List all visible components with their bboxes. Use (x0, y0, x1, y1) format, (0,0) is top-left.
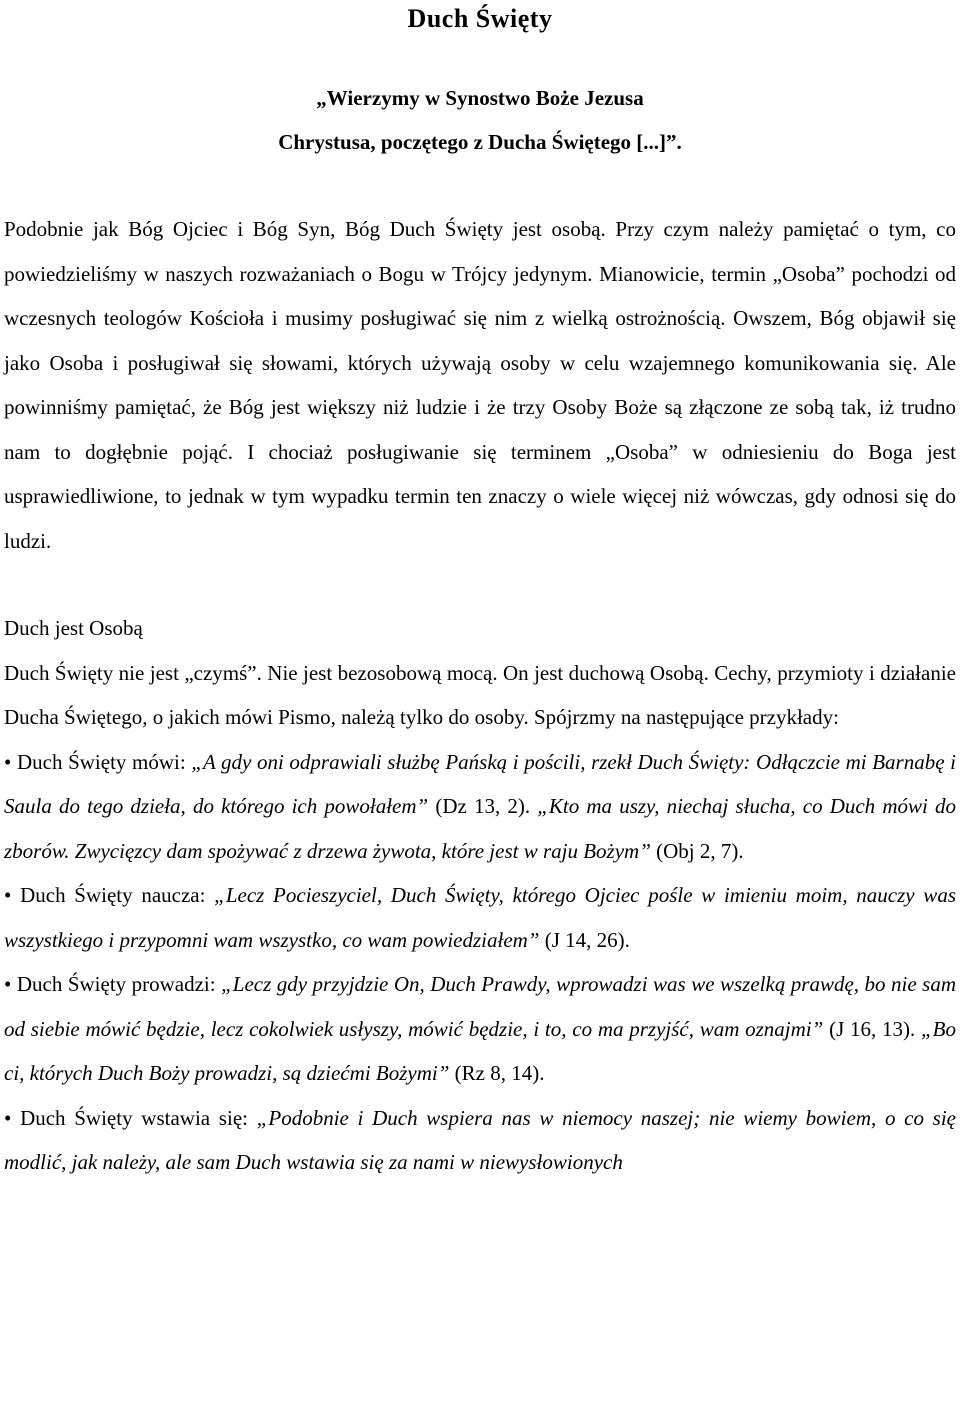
bullet-lead: Duch Święty mówi: (16, 749, 192, 774)
bullet-quote: „A gdy oni odprawiali służbę Pańską i pościli, rzekł Duch Święty: Odłączcie mi Barnabę i Saula do tego dzieła, do którego ich powołałem” (4, 749, 957, 818)
bullet-quote: „Lecz gdy przyjdzie On, Duch Prawdy, wprowadzi was we wszelką prawdę, bo nie sam od siebie mówić będzie, lecz cokolwiek usłyszy, mówić będzie, i to, co ma przyjść, wam oznajmi” (4, 972, 956, 1041)
bullet-reference: (J 16, 13). (823, 1016, 921, 1041)
bullet-lead: Duch Święty naucza: (20, 883, 215, 907)
bullet-item (4, 1096, 956, 1185)
bullet-quote: „Kto ma uszy, niechaj słucha, co Duch mówi do zborów. Zwycięzcy dam spożywać z drzewa żywota, które jest w raju Bożym” (4, 794, 956, 863)
bullet-reference: (Obj 2, 7). (650, 838, 744, 863)
bullet-lead: Duch Święty prowadzi: (16, 972, 222, 996)
bullet-item (4, 740, 956, 874)
bullet-quote: „Bo ci, których Duch Boży prowadzi, są dziećmi Bożymi” (4, 1016, 956, 1085)
page-title: Duch Święty (407, 4, 553, 33)
bullet-reference: (Rz 8, 14). (449, 1061, 545, 1085)
bullet-quote: „Podobnie i Duch wspiera nas w niemocy naszej; nie wiemy bowiem, o co się modlić, jak należy, ale sam Duch wstawia się za nami w niewysłowionych (4, 1105, 957, 1174)
section-heading: Duch jest Osobą (4, 616, 143, 640)
motto (4, 76, 956, 164)
bullet-item (4, 962, 956, 1096)
document-page (4, 0, 956, 1185)
bullet-quote: „Lecz Pocieszyciel, Duch Święty, którego Ojciec pośle w imieniu moim, nauczy was wszystkiego i przypomni wam wszystko, co wam powiedziałem” (4, 883, 956, 952)
motto-line-2: Chrystusa, poczętego z Ducha Świętego [...]”. (278, 130, 682, 154)
section-paragraph: Duch Święty nie jest „czymś”. Nie jest bezosobową mocą. On jest duchową Osobą. Cechy, przymioty i działanie Ducha Świętego, o jakich mówi Pismo, należą tylko do osoby. Spójrzmy na następujące przykłady: (4, 660, 956, 729)
intro-paragraph: Podobnie jak Bóg Ojciec i Bóg Syn, Bóg Duch Święty jest osobą. Przy czym należy pamiętać o tym, co powiedzieliśmy w naszych rozważaniach o Bogu w Trójcy jedynym. Mianowicie, termin „Osoba” pochodzi od wczesnych teologów Kościoła i musimy posługiwać się nim z wielką ostrożnością. Owszem, Bóg objawił się jako Osoba i posługiwał się słowami, których używają osoby w celu wzajemnego komunikowania się. Ale powinniśmy pamiętać, że Bóg jest większy niż ludzie i że trzy Osoby Boże są złączone ze sobą tak, iż trudno nam to dogłębnie pojąć. I chociaż posługiwanie się terminem „Osoba” w odniesieniu do Boga jest usprawiedliwione, to jednak w tym wypadku termin ten znaczy o wiele więcej niż wówczas, gdy odnosi się do ludzi. (4, 217, 956, 553)
bullet-lead: Duch Święty wstawia się: (20, 1105, 257, 1130)
bullet-item (4, 873, 956, 962)
motto-line-1: „Wierzymy w Synostwo Boże Jezusa (316, 86, 644, 110)
bullet-reference: (Dz 13, 2). (428, 794, 538, 818)
bullet-reference: (J 14, 26). (539, 927, 630, 952)
